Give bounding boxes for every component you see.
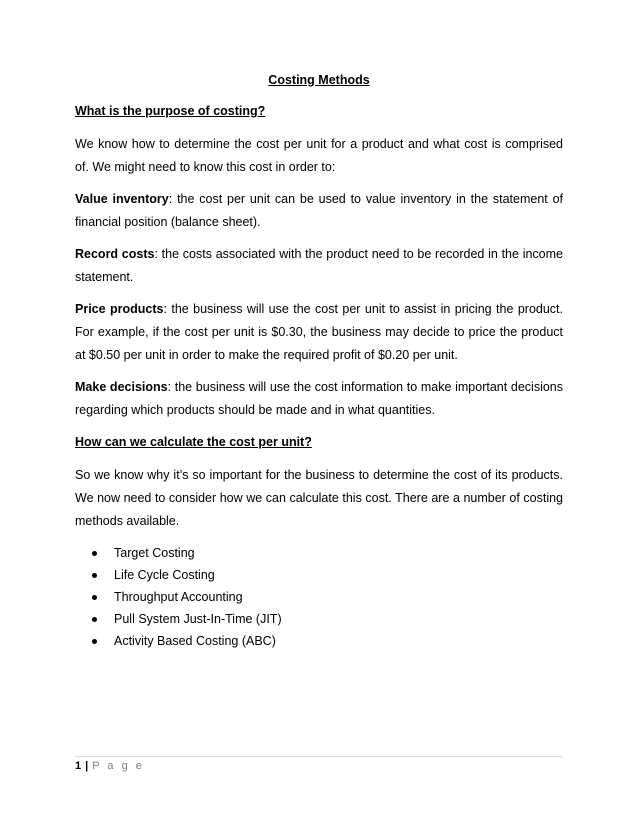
list-item: Activity Based Costing (ABC) xyxy=(92,630,563,652)
footer-divider xyxy=(75,756,563,757)
footer-separator: | xyxy=(85,760,89,772)
purpose-item-text: : the cost per unit can be used to value inventory in the statement of financial position (balance sheet). xyxy=(75,192,563,229)
purpose-item-record-costs xyxy=(75,243,563,289)
purpose-item-make-decisions xyxy=(75,376,563,422)
purpose-item-text: : the business will use the cost per unit to assist in pricing the product. For example, if the cost per unit is $0.30, the business may decide to price the product at $0.50 per unit in order to make the required profit of $0.20 per unit. xyxy=(75,302,563,362)
list-item: Pull System Just-In-Time (JIT) xyxy=(92,608,563,630)
page-footer xyxy=(75,760,144,772)
section-intro-purpose: We know how to determine the cost per unit for a product and what cost is comprised of. We might need to know this cost in order to: xyxy=(75,137,563,174)
page-number: 1 xyxy=(75,760,82,772)
purpose-item-term: Price products xyxy=(75,302,164,316)
purpose-item-text: : the costs associated with the product need to be recorded in the income statement. xyxy=(75,247,563,284)
section-heading-calculate: How can we calculate the cost per unit? xyxy=(75,435,312,449)
section-intro-calculate: So we know why it’s so important for the business to determine the cost of its products. We now need to consider how we can calculate this cost. There are a number of costing methods available. xyxy=(75,468,563,528)
page-label: P a g e xyxy=(92,760,145,772)
section-heading-purpose: What is the purpose of costing? xyxy=(75,104,266,118)
costing-methods-list xyxy=(75,542,563,652)
document-title: Costing Methods xyxy=(268,73,370,87)
purpose-item-text: : the business will use the cost information to make important decisions regarding which products should be made and in what quantities. xyxy=(75,380,564,417)
list-item: Target Costing xyxy=(92,542,563,564)
list-item: Life Cycle Costing xyxy=(92,564,563,586)
list-item: Throughput Accounting xyxy=(92,586,563,608)
purpose-item-term: Record costs xyxy=(75,247,155,261)
purpose-item-value-inventory xyxy=(75,188,563,234)
purpose-item-price-products xyxy=(75,298,563,367)
purpose-item-term: Value inventory xyxy=(75,192,169,206)
purpose-item-term: Make decisions xyxy=(75,380,168,394)
document-body xyxy=(75,100,563,652)
